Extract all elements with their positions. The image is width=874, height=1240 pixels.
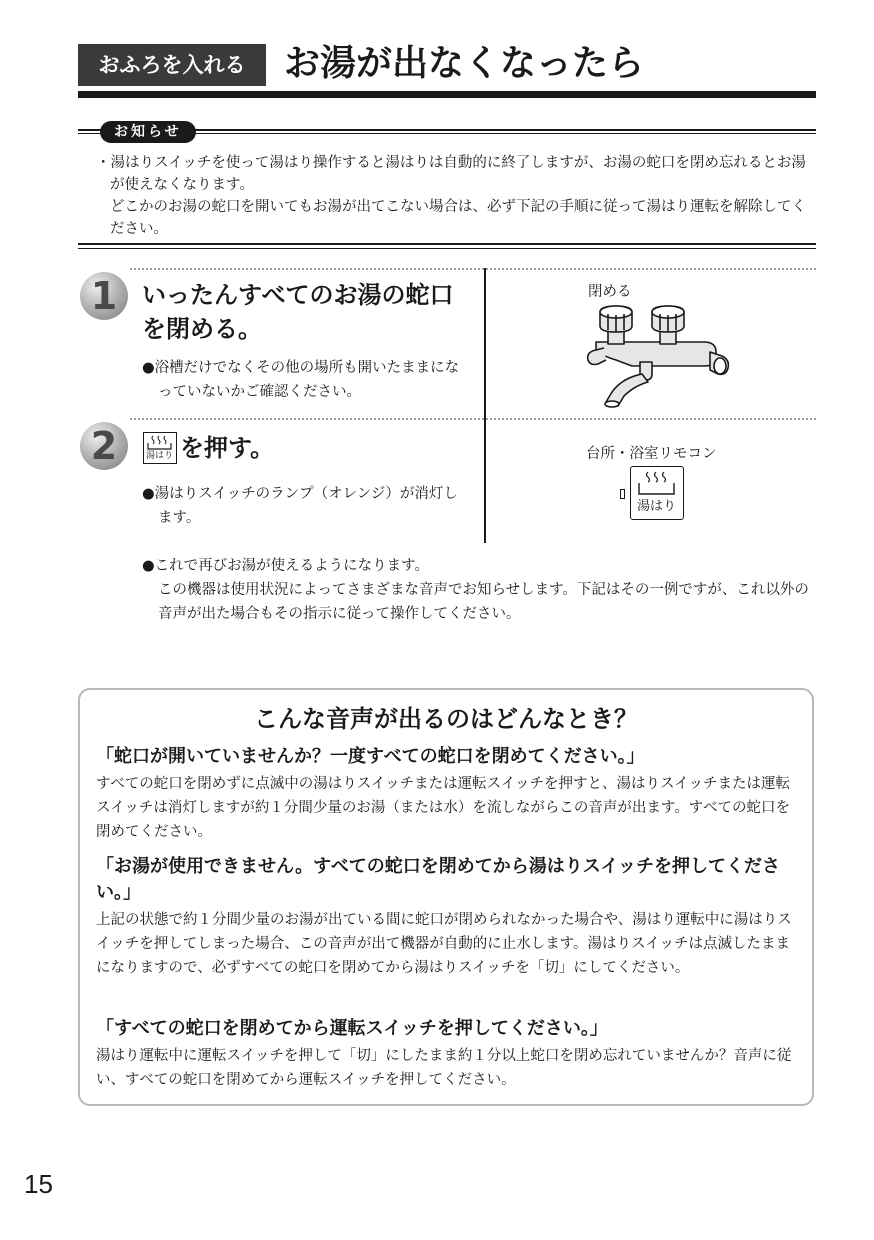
notice-bottom-rule xyxy=(78,243,816,249)
faucet-illustration xyxy=(582,302,732,414)
voice-quote: 「蛇口が開いていませんか？一度すべての蛇口を閉めてください。」 xyxy=(96,746,645,767)
remote-lamp xyxy=(620,489,625,499)
remote-yuhari-label: 湯はり xyxy=(636,499,676,514)
step-divider xyxy=(130,268,816,270)
step-2-note xyxy=(142,482,472,530)
step-2-title: を押す。 xyxy=(180,434,275,462)
page-title: お湯が出なくなったら xyxy=(284,43,645,84)
notice-line: どこかのお湯の蛇口を開いてもお湯が出てこない場合は、必ず下記の手順に従って湯はり運転を解除してください。 xyxy=(110,199,806,237)
step-1-number: 1 xyxy=(80,272,128,320)
page-number: 15 xyxy=(24,1169,53,1199)
notice-line: ・湯はりスイッチを使って湯はり操作すると湯はりは自動的に終了しますが、お湯の蛇口を閉め忘れるとお湯が使えなくなります。 xyxy=(96,155,806,193)
after-note: この機器は使用状況によってさまざまな音声でお知らせします。下記はその一例ですが、これ以外の音声が出た場合もその指示に従って操作してください。 xyxy=(158,582,809,622)
voice-item xyxy=(96,744,802,844)
step-1-figure-caption: 閉める xyxy=(588,284,632,300)
voice-box-title: こんな音声が出るのはどんなとき？ xyxy=(254,705,638,733)
voice-item xyxy=(96,1016,802,1092)
voice-quote: 「お湯が使用できません。すべての蛇口を閉めてから湯はりスイッチを押してください。」 xyxy=(96,856,780,903)
step-2-button-icon xyxy=(143,432,177,464)
step-2-figure-caption: 台所・浴室リモコン xyxy=(586,446,717,462)
page-header xyxy=(78,38,816,98)
voice-description: 湯はり運転中に運転スイッチを押して「切」にしたまま約１分以上蛇口を閉め忘れていませんか？音声に従い、すべての蛇口を閉めてから運転スイッチを押してください。 xyxy=(96,1048,792,1088)
steam-icon xyxy=(631,467,682,497)
step-2-number: 2 xyxy=(80,422,128,470)
voice-description: 上記の状態で約１分間少量のお湯が出ている間に蛇口が閉められなかった場合や、湯はり運転中に湯はりスイッチを押してしまった場合、この音声が出て機器が自動的に止水します。湯はりスイッチは点滅したままになりますので、必ずすべての蛇口を閉めてから湯はりスイッチを「切」にしてください。 xyxy=(96,912,792,976)
steam-icon xyxy=(144,433,175,451)
header-rule xyxy=(78,91,816,98)
step-divider xyxy=(130,418,816,420)
step-2-button-label: 湯はり xyxy=(145,451,173,461)
voice-item xyxy=(96,854,802,980)
step-2-note-text: ●湯はりスイッチのランプ（オレンジ）が消灯します。 xyxy=(142,486,458,526)
voice-description: すべての蛇口を閉めずに点滅中の湯はりスイッチまたは運転スイッチを押すと、湯はりスイッチまたは運転スイッチは消灯しますが約１分間少量のお湯（または水）を流しながらこの音声が出ます。すべての蛇口を閉めてください。 xyxy=(96,776,790,840)
voice-quote: 「すべての蛇口を閉めてから運転スイッチを押してください。」 xyxy=(96,1018,608,1039)
step-1-title: いったんすべてのお湯の蛇口を閉める。 xyxy=(142,281,454,343)
notice-header xyxy=(78,121,816,143)
notice-tag: お知らせ xyxy=(100,121,196,143)
remote-yuhari-button xyxy=(630,466,684,520)
notice-body xyxy=(96,152,812,240)
step-column-divider xyxy=(484,268,486,543)
step-1-note-text: ●浴槽だけでなくその他の場所も開いたままになっていないかご確認ください。 xyxy=(142,360,460,400)
step-1-note xyxy=(142,356,472,404)
voice-message-box xyxy=(78,688,814,1106)
category-label: おふろを入れる xyxy=(78,44,266,86)
after-notes xyxy=(142,554,812,626)
after-note: ●これで再びお湯が使えるようになります。 xyxy=(142,558,429,574)
